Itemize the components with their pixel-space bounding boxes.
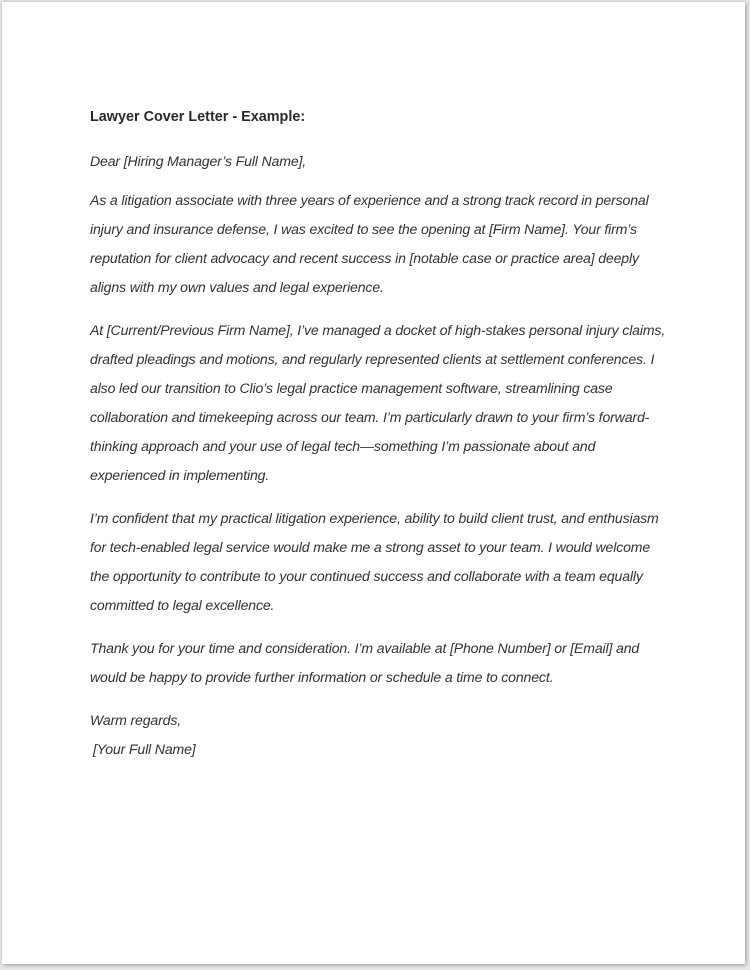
document-page: [2, 2, 745, 964]
letter-body: [90, 106, 670, 764]
letter-greeting: Dear [Hiring Manager’s Full Name],: [90, 153, 307, 169]
letter-paragraph-3: I’m confident that my practical litigation experience, ability to build client trust, and enthusiasm for tech-enabled legal service would make me a strong asset to your team. I would welcome the opportunity to contribute to your continued success and collaborate with a team equally committed to legal excellence.: [90, 510, 659, 613]
letter-signature: [Your Full Name]: [93, 741, 196, 757]
letter-paragraph-2: At [Current/Previous Firm Name], I’ve managed a docket of high-stakes personal injury claims, drafted pleadings and motions, and regularly represented clients at settlement conferences. I also led our transition to Clio’s legal practice management software, streamlining case collaboration and timekeeping across our team. I’m particularly drawn to your firm’s forward-thinking approach and your use of legal tech—something I’m passionate about and experienced in implementing.: [90, 322, 666, 483]
letter-paragraph-1: As a litigation associate with three years of experience and a strong track record in personal injury and insurance defense, I was excited to see the opening at [Firm Name]. Your firm’s reputation for client advocacy and recent success in [notable case or practice area] deeply aligns with my own values and legal experience.: [90, 192, 649, 295]
letter-paragraph-4: Thank you for your time and consideration. I’m available at [Phone Number] or [Email] and would be happy to provide further information or schedule a time to connect.: [90, 640, 640, 685]
letter-closing: Warm regards,: [90, 712, 181, 728]
document-title: Lawyer Cover Letter - Example:: [90, 109, 306, 125]
